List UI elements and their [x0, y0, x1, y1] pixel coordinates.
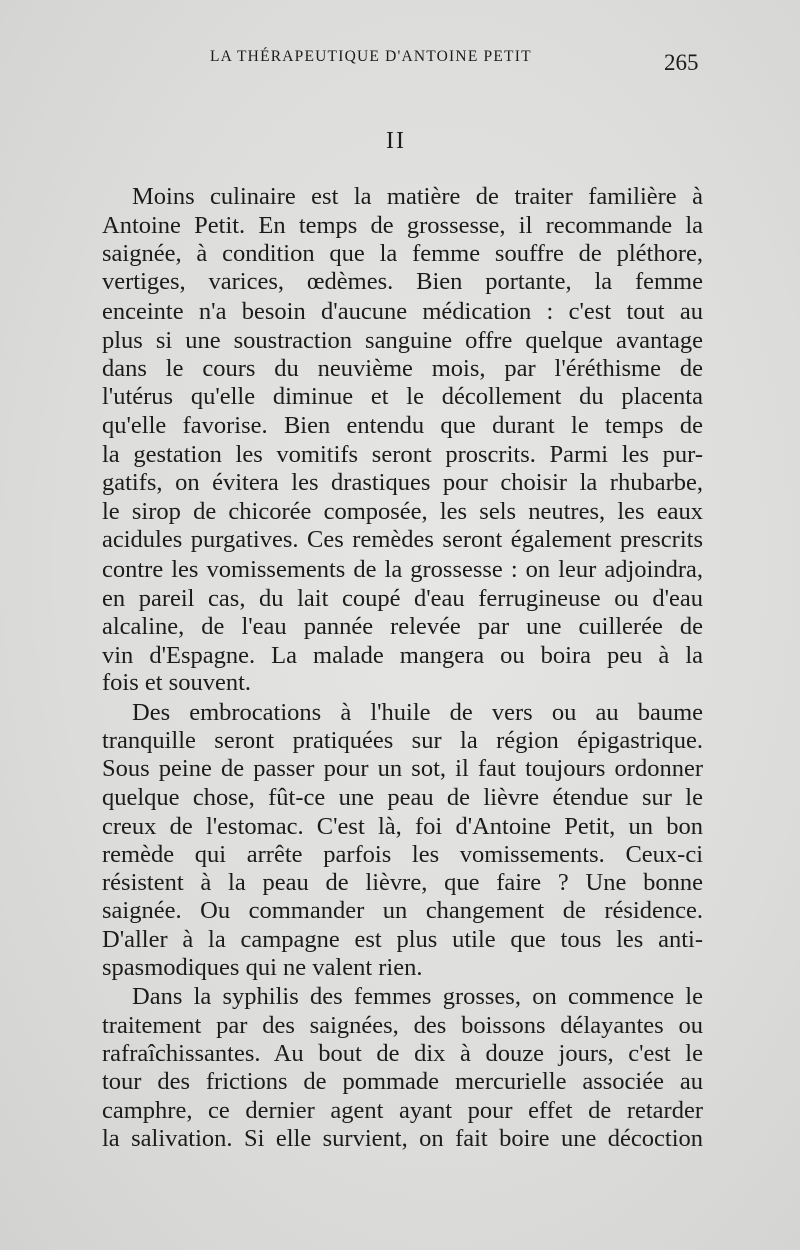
text-line: traitement par des saignées, des boissons délayantes ou [102, 1012, 703, 1039]
text-line: tour des frictions de pommade mercurielle associée au [102, 1068, 703, 1095]
text-line: spasmodiques qui ne valent rien. [102, 954, 423, 981]
text-line: fois et souvent. [102, 669, 252, 696]
text-line: l'utérus qu'elle diminue et le décollement du placenta [102, 383, 703, 410]
text-line: tranquille seront pratiquées sur la région épigastrique. [102, 727, 703, 754]
text-line: quelque chose, fût-ce une peau de lièvre étendue sur le [102, 784, 703, 811]
text-line: vin d'Espagne. La malade mangera ou boira peu à la [102, 642, 703, 669]
text-line: dans le cours du neuvième mois, par l'éréthisme de [102, 355, 703, 382]
text-line: Moins culinaire est la matière de traiter familière à [132, 183, 703, 210]
running-head: LA THÉRAPEUTIQUE D'ANTOINE PETIT [210, 48, 532, 65]
text-line: vertiges, varices, œdèmes. Bien portante, la femme [102, 268, 703, 295]
text-line: contre les vomissements de la grossesse : on leur adjoindra, [102, 556, 703, 583]
text-line: saignée. Ou commander un changement de résidence. [102, 897, 703, 924]
text-line: la salivation. Si elle survient, on fait boire une décoction [102, 1125, 703, 1152]
text-line: qu'elle favorise. Bien entendu que durant le temps de [102, 412, 703, 439]
text-line: Antoine Petit. En temps de grossesse, il recommande la [102, 212, 703, 239]
text-line: Sous peine de passer pour un sot, il faut toujours ordonner [102, 755, 703, 782]
text-line: rafraîchissantes. Au bout de dix à douze jours, c'est le [102, 1040, 703, 1067]
text-line: plus si une soustraction sanguine offre quelque avantage [102, 327, 703, 354]
text-line: acidules purgatives. Ces remèdes seront également prescrits [102, 526, 703, 553]
text-line: la gestation les vomitifs seront proscrits. Parmi les pur- [102, 441, 703, 468]
text-line: en pareil cas, du lait coupé d'eau ferrugineuse ou d'eau [102, 585, 703, 612]
text-line: Des embrocations à l'huile de vers ou au baume [132, 699, 703, 726]
text-line: saignée, à condition que la femme souffre de pléthore, [102, 240, 703, 267]
text-line: D'aller à la campagne est plus utile que tous les anti- [102, 926, 703, 953]
text-line: creux de l'estomac. C'est là, foi d'Antoine Petit, un bon [102, 813, 703, 840]
text-line: remède qui arrête parfois les vomissements. Ceux-ci [102, 841, 703, 868]
text-line: Dans la syphilis des femmes grosses, on commence le [132, 983, 703, 1010]
text-line: alcaline, de l'eau pannée relevée par une cuillerée de [102, 613, 703, 640]
text-line: enceinte n'a besoin d'aucune médication : c'est tout au [102, 298, 703, 325]
page-number: 265 [664, 50, 699, 75]
text-line: le sirop de chicorée composée, les sels neutres, les eaux [102, 498, 703, 525]
text-line: résistent à la peau de lièvre, que faire ? Une bonne [102, 869, 703, 896]
text-line: gatifs, on évitera les drastiques pour choisir la rhubarbe, [102, 469, 703, 496]
section-number: II [386, 128, 406, 154]
text-line: camphre, ce dernier agent ayant pour effet de retarder [102, 1097, 703, 1124]
